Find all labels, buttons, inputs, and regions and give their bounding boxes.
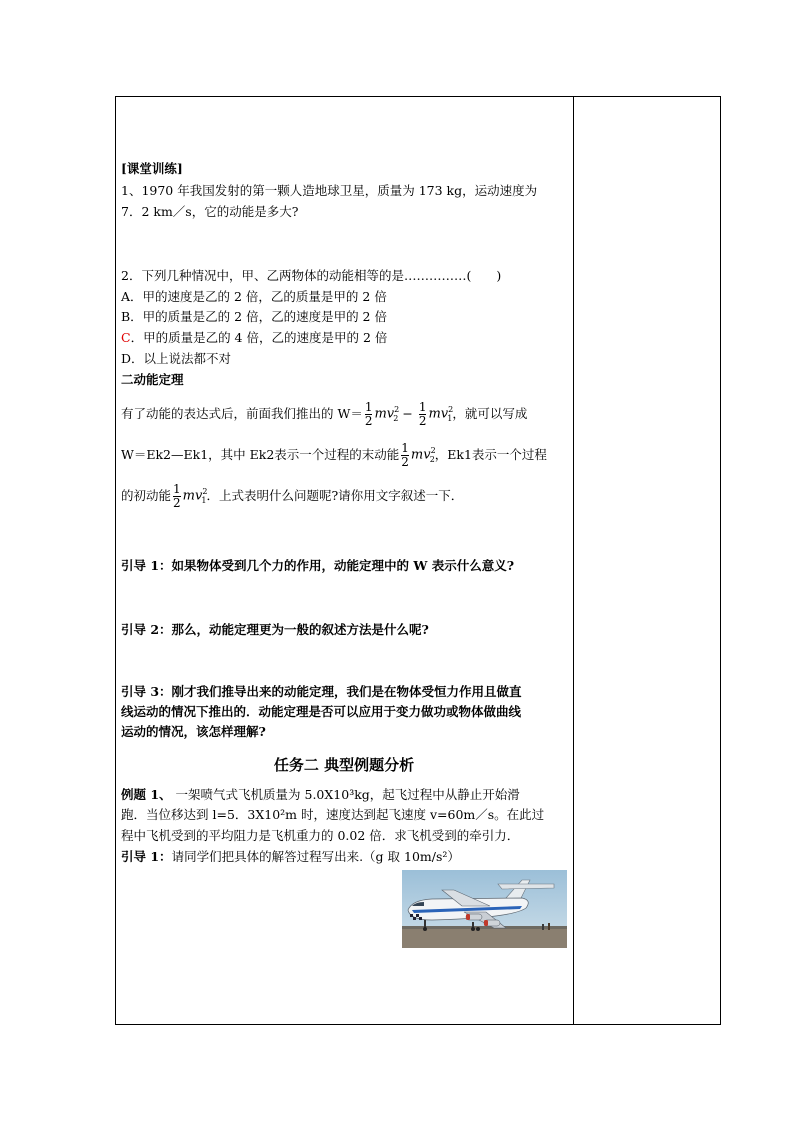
column-divider bbox=[573, 96, 574, 1025]
formula-mv1: $mv^2_1$ bbox=[182, 487, 208, 505]
fraction-half: $\frac{1}{2}$ bbox=[401, 440, 409, 469]
practice-header: [课堂训练] bbox=[121, 161, 183, 176]
theorem-text-1b: ，就可以写成 bbox=[452, 406, 528, 422]
task-2-title: 任务二 典型例题分析 bbox=[273, 756, 415, 774]
example-1-line-1 bbox=[121, 787, 520, 803]
guide-3-line-2: 线运动的情况下推出的．动能定理是否可以应用于变力做功或物体做曲线 bbox=[121, 704, 522, 719]
fraction-half: $\frac{1}{2}$ bbox=[364, 399, 373, 428]
example-guide-text: 请同学们把具体的解答过程写出来.（g 取 10m/s²） bbox=[171, 849, 460, 864]
option-a: A．甲的速度是乙的 2 倍，乙的质量是甲的 2 倍 bbox=[121, 289, 387, 304]
example-1-label: 例题 1、 bbox=[121, 787, 172, 802]
example-guide-label: 引导 1： bbox=[121, 849, 172, 864]
theorem-text-3b: ．上式表明什么问题呢?请你用文字叙述一下． bbox=[206, 488, 464, 504]
formula-mv2: $mv^2_2$ bbox=[374, 405, 400, 423]
airplane-photo bbox=[402, 870, 567, 948]
theorem-text-1a: 有了动能的表达式后，前面我们推出的 W＝ bbox=[121, 406, 363, 422]
formula-mv2: $mv^2_2$ bbox=[410, 446, 436, 464]
example-1-line-2: 跑．当位移达到 l=5．3X10²m 时，速度达到起飞速度 v=60m／s。在此过 bbox=[121, 807, 545, 822]
option-c-letter: C bbox=[121, 330, 131, 345]
question-1-line-1: 1、1970 年我国发射的第一颗人造地球卫星，质量为 173 kg，运动速度为 bbox=[121, 183, 538, 198]
theorem-text-2b: ，Ek1表示一个过程 bbox=[434, 447, 547, 463]
fraction-half: $\frac{1}{2}$ bbox=[173, 481, 181, 510]
example-1-text: 一架喷气式飞机质量为 5.0X10³kg，起飞过程中从静止开始滑 bbox=[171, 787, 520, 802]
theorem-paragraph-line-2 bbox=[121, 436, 547, 475]
theorem-paragraph-line-1 bbox=[121, 395, 527, 434]
question-2-stem: 2．下列几种情况中，甲、乙两物体的动能相等的是……………( ) bbox=[121, 268, 502, 283]
option-c-text: ．甲的质量是乙的 4 倍，乙的速度是甲的 2 倍 bbox=[130, 330, 388, 345]
example-guide-line bbox=[121, 849, 460, 865]
option-c bbox=[121, 330, 387, 346]
guide-2: 引导 2：那么，动能定理更为一般的叙述方法是什么呢? bbox=[121, 622, 429, 637]
minus-sign: − bbox=[402, 406, 413, 422]
formula-mv1: $mv^2_1$ bbox=[428, 405, 454, 423]
guide-1: 引导 1：如果物体受到几个力的作用，动能定理中的 W 表示什么意义? bbox=[121, 558, 515, 573]
theorem-paragraph-line-3 bbox=[121, 477, 463, 516]
guide-3-line-1: 引导 3：刚才我们推导出来的动能定理，我们是在物体受恒力作用且做直 bbox=[121, 684, 522, 699]
theorem-text-2a: W＝Ek2—Ek1，其中 Ek2表示一个过程的末动能 bbox=[121, 447, 400, 463]
option-b: B．甲的质量是乙的 2 倍，乙的速度是甲的 2 倍 bbox=[121, 309, 387, 324]
option-d: D．以上说法都不对 bbox=[121, 351, 232, 366]
question-1-line-2: 7．2 km／s，它的动能是多大? bbox=[121, 204, 299, 219]
theorem-heading: 二动能定理 bbox=[121, 372, 184, 387]
guide-3-line-3: 运动的情况，该怎样理解? bbox=[121, 724, 266, 739]
example-1-line-3: 程中飞机受到的平均阻力是飞机重力的 0.02 倍．求飞机受到的牵引力． bbox=[121, 828, 520, 843]
fraction-half: $\frac{1}{2}$ bbox=[418, 399, 427, 428]
theorem-text-3a: 的初动能 bbox=[121, 488, 172, 504]
